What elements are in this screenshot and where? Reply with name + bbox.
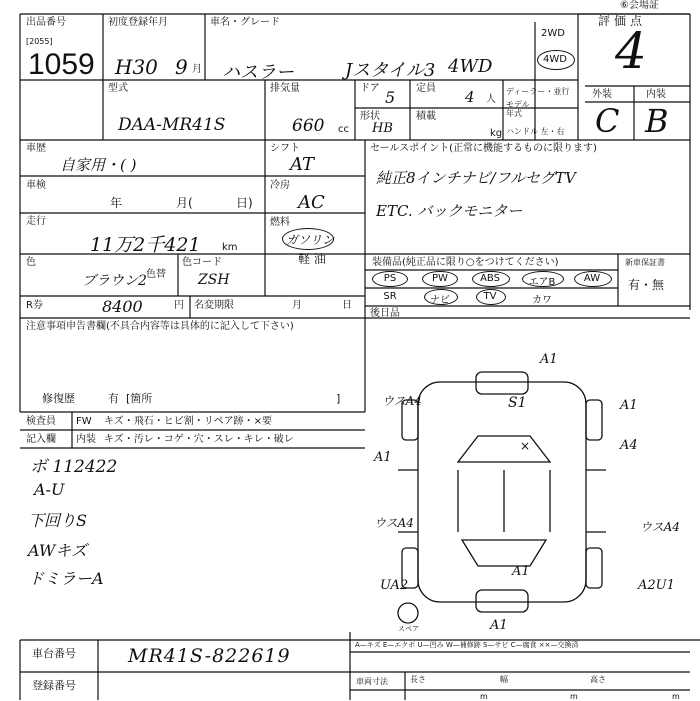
first-reg-month: 9: [175, 55, 188, 79]
spare-label: スペア: [398, 625, 419, 633]
mileage-value: 11万2千421: [90, 234, 201, 256]
score-label: 評価点: [598, 14, 647, 28]
equip-aw-circle: [574, 271, 612, 287]
first-reg-year: H30: [115, 55, 158, 79]
size-label: 車両寸法: [356, 677, 388, 686]
drive-4wd: 4WD: [543, 54, 567, 65]
exterior-grade: C: [595, 102, 620, 140]
capacity-value: 4: [465, 88, 475, 106]
inspection-day: 日): [236, 196, 253, 210]
mark-right-fender: A4: [620, 438, 638, 453]
repair-location: [箇所: [126, 392, 153, 405]
mark-right-rear: A2U1: [638, 578, 675, 593]
inspector-label-2: 記入欄: [26, 434, 56, 445]
note-line-1: ボ 112422: [30, 457, 118, 477]
mark-front-bumper: A1: [540, 352, 558, 367]
exterior-label: 外装: [592, 89, 612, 100]
inspection-year: 年: [110, 196, 123, 210]
mark-left-front: ウスA4: [382, 394, 422, 408]
selling-points-label: セールスポイント(正常に機能するものに限ります): [370, 143, 597, 154]
length-label: 長さ: [410, 675, 426, 684]
type-label: 型式: [108, 83, 128, 94]
load-unit: kg: [490, 128, 503, 139]
inspector-row1: キズ・飛石・ヒビ割・リペア跡・×要: [104, 416, 272, 427]
color-code-label: 色コード: [182, 257, 222, 268]
length-unit: m: [480, 692, 488, 701]
fuel-gas: ガソリン: [286, 233, 335, 247]
mark-trunk: A1: [512, 564, 530, 579]
km-unit: km: [222, 242, 238, 253]
inspector-row2: キズ・汚レ・コゲ・穴・スレ・キレ・破レ: [104, 434, 294, 445]
price-unit: 円: [174, 300, 184, 311]
repair-yes: 有: [108, 392, 119, 405]
inspector-fw: FW: [76, 416, 92, 427]
equip-pw: PW: [432, 273, 448, 284]
fuel-gas-circle: [282, 228, 334, 250]
note-line-2: A-U: [34, 480, 65, 499]
shape-value: HB: [372, 121, 393, 136]
usage-value: 自家用・( ): [60, 156, 137, 174]
drive-2wd: 2WD: [541, 28, 565, 39]
equip-abs: ABS: [480, 273, 500, 284]
equip-pw-circle: [422, 271, 458, 287]
fuel-diesel: 軽 油: [298, 252, 326, 266]
mark-right-door: ウスA4: [640, 520, 680, 534]
model-name: ハスラー: [222, 62, 294, 83]
width-label: 幅: [500, 675, 508, 684]
capacity-unit: 人: [486, 94, 496, 105]
score-value: 4: [615, 22, 647, 80]
inspector-label-1: 検査員: [26, 416, 56, 427]
inspection-label: 車検: [26, 180, 46, 191]
color-change-label: 色替: [146, 269, 166, 280]
equip-airbag: エアB: [528, 277, 556, 288]
model-grade-label: 車名・グレード: [210, 17, 280, 28]
ac-value: AC: [298, 192, 325, 213]
equip-ps: PS: [383, 273, 397, 284]
equip-navi: ナビ: [430, 295, 450, 306]
damage-legend: A—キズ E—エクボ U—凹み W—補修跡 S—サビ C—腐食 ××—交換済: [355, 641, 579, 649]
equip-abs-circle: [472, 271, 510, 287]
note-line-3: 下回りS: [28, 511, 87, 530]
lot-label: 出品番号: [26, 17, 66, 28]
equip-tv: TV: [483, 291, 497, 302]
chassis-value: MR41S-822619: [128, 645, 291, 667]
warranty-value: 有・無: [628, 278, 665, 292]
caution-label: 注意事項申告書欄(不具合内容等は具体的に記入して下さい): [26, 321, 294, 332]
interior-grade: B: [645, 102, 669, 140]
rear-seat-label: 後日品: [370, 308, 400, 319]
load-label: 積載: [416, 111, 436, 122]
grade-name: Jスタイル3: [345, 60, 436, 81]
doors-label: ドア: [360, 83, 380, 94]
drive-handwritten: 4WD: [448, 56, 493, 77]
price-value: 8400: [102, 297, 143, 316]
mark-rear-bumper: A1: [490, 618, 508, 633]
displacement-label: 排気量: [270, 83, 300, 94]
interior-label: 内装: [646, 89, 666, 100]
cc-unit: cc: [338, 124, 349, 135]
inspection-month: 月(: [176, 196, 193, 210]
color-value: ブラウン2: [82, 273, 147, 289]
shift-label: シフト: [270, 143, 300, 154]
repair-close: ]: [336, 392, 341, 405]
color-code-value: ZSH: [198, 272, 230, 288]
month-unit: 月: [192, 64, 202, 75]
mark-left-fender: A1: [374, 450, 392, 465]
equip-kawa: カワ: [532, 295, 552, 306]
usage-label: 車歴: [26, 143, 46, 154]
equip-tv-circle: [476, 289, 506, 305]
ac-label: 冷房: [270, 180, 290, 191]
dealer-label: ディーラー・並行: [506, 87, 570, 96]
top-right-stamp: ⑥会場証: [620, 0, 659, 11]
doors-value: 5: [385, 88, 396, 107]
selling-point-2: ETC. バックモニター: [376, 202, 523, 220]
displacement-value: 660: [292, 116, 325, 136]
equip-navi-circle: [424, 289, 458, 305]
fuel-label: 燃料: [270, 217, 290, 228]
height-label: 高さ: [590, 675, 606, 684]
shift-value: AT: [290, 154, 315, 175]
first-reg-label: 初度登録年月: [108, 17, 168, 28]
equip-aw: AW: [583, 273, 601, 284]
mark-left-door: ウスA4: [374, 516, 414, 530]
warranty-label: 新車保証書: [625, 258, 665, 267]
equip-sr: SR: [383, 291, 397, 302]
sub-code: [2055]: [26, 37, 53, 46]
width-unit: m: [570, 692, 578, 701]
mileage-label: 走行: [26, 216, 46, 227]
note-line-4: AWキズ: [28, 541, 88, 560]
inspector-interior: 内装: [76, 434, 96, 445]
car-diagram-outline: [398, 372, 606, 623]
title-day: 日: [342, 300, 352, 311]
handle-label: ハンドル 左・右: [506, 127, 565, 136]
type-value: DAA-MR41S: [118, 115, 226, 135]
title-expiry-label: 名変期限: [194, 300, 234, 311]
height-unit: m: [672, 692, 680, 701]
equip-airbag-circle: [522, 271, 564, 287]
equipment-label: 装備品(純正品に限り○をつけてください): [372, 257, 559, 268]
repair-label: 修復歴: [42, 392, 75, 405]
color-label: 色: [26, 257, 36, 268]
capacity-label: 定員: [416, 83, 436, 94]
title-month: 月: [292, 300, 302, 311]
selling-point-1: 純正8インチナビ/フルセグTV: [376, 169, 576, 187]
lot-number: 1059: [28, 48, 95, 81]
shape-label: 形状: [360, 111, 380, 122]
chassis-label: 車台番号: [32, 647, 76, 660]
price-label: R券: [26, 300, 43, 311]
mark-hood: S1: [508, 395, 527, 411]
equip-ps-circle: [372, 271, 408, 287]
mark-left-rear: UA2: [380, 578, 409, 593]
model-year-label: モデル年式: [506, 100, 530, 118]
registration-label: 登録番号: [32, 679, 76, 692]
note-line-5: ドミラーA: [28, 569, 104, 588]
mark-roof: ×: [520, 439, 531, 453]
mark-right-front: A1: [620, 398, 638, 413]
